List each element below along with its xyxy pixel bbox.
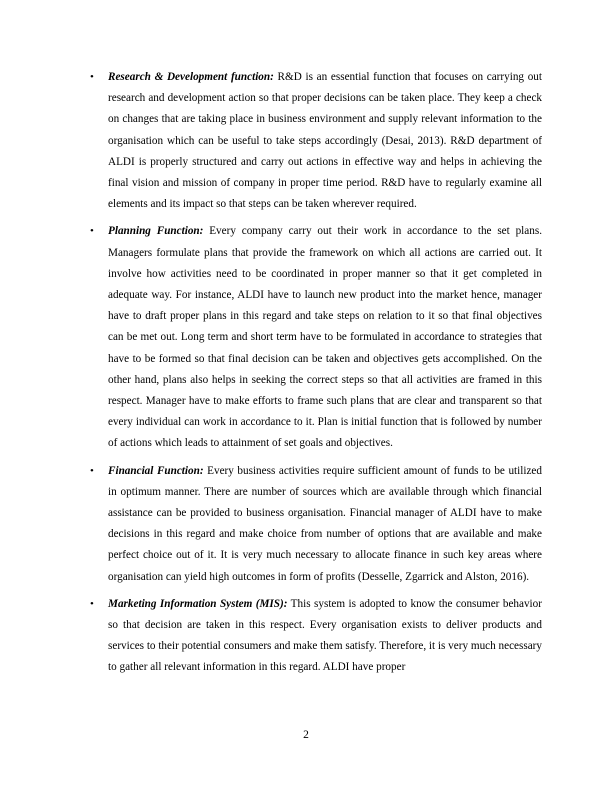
item-term: Marketing Information System (MIS):: [108, 597, 288, 610]
bullet-icon: •: [90, 597, 94, 610]
bullet-icon: •: [90, 71, 94, 83]
item-text: Every company carry out their work in accordance to the set plans. Managers formulate plans that provide the framework on which all actions are carried out. It involve how activities need to be coordinated in proper manner so that it get completed in adequate way. For instance, ALDI have to launch new product into the market hence, manager have to draft proper plans in this regard and take steps on relation to it so that final objectives can be met out. Long term and short term have to be formulated in accordance to strategies that have to be formed so that final decision can be taken and objectives gets accomplished. On the other hand, plans also helps in seeking the correct steps so that all activities are framed in this respect. Manager have to make efforts to frame such plans that are clear and transparent so that every individual can work in accordance to it. Plan is initial function that is followed by number of actions which leads to attainment of set goals and objectives.: [108, 225, 542, 450]
bullet-item-research-development: [90, 67, 542, 215]
item-term: Planning Function:: [108, 225, 204, 238]
item-term: Financial Function:: [108, 464, 204, 477]
item-text: R&D is an essential function that focuses on carrying out research and development action so that proper decisions can be taken place. They keep a check on changes that are taking place in business environment and supply relevant information to the organisation which can be useful to take steps accordingly (Desai, 2013). R&D department of ALDI is properly structured and carry out actions in effective way and helps in achieving the final vision and mission of company in proper time period. R&D have to regularly examine all elements and its impact so that steps can be taken wherever required.: [108, 71, 543, 211]
bullet-item-mis: [90, 594, 542, 679]
bullet-icon: •: [90, 464, 94, 477]
item-text: This system is adopted to know the consumer behavior so that decision are taken in this respect. Every organisation exists to deliver products and services to their potential consumers and make them satisfy. Therefore, it is very much necessary to gather all relevant information in this regard. ALDI have proper: [108, 597, 542, 674]
page-number: 2: [303, 729, 309, 741]
item-text: Every business activities require sufficient amount of funds to be utilized in optimum manner. There are number of sources which are available through which financial assistance can be provided to business organisation. Financial manager of ALDI have to make decisions in this regard and make choice from number of options that are available and make perfect choice out of it. It is very much necessary to allocate finance in such key areas where organisation can yield high outcomes in form of profits (Desselle, Zgarrick and Alston, 2016).: [108, 464, 542, 583]
bullet-icon: •: [90, 225, 94, 238]
bullet-item-planning: [90, 221, 542, 454]
bullet-list: [90, 67, 542, 685]
bullet-item-financial: [90, 461, 542, 588]
item-term: Research & Development function:: [108, 71, 274, 83]
